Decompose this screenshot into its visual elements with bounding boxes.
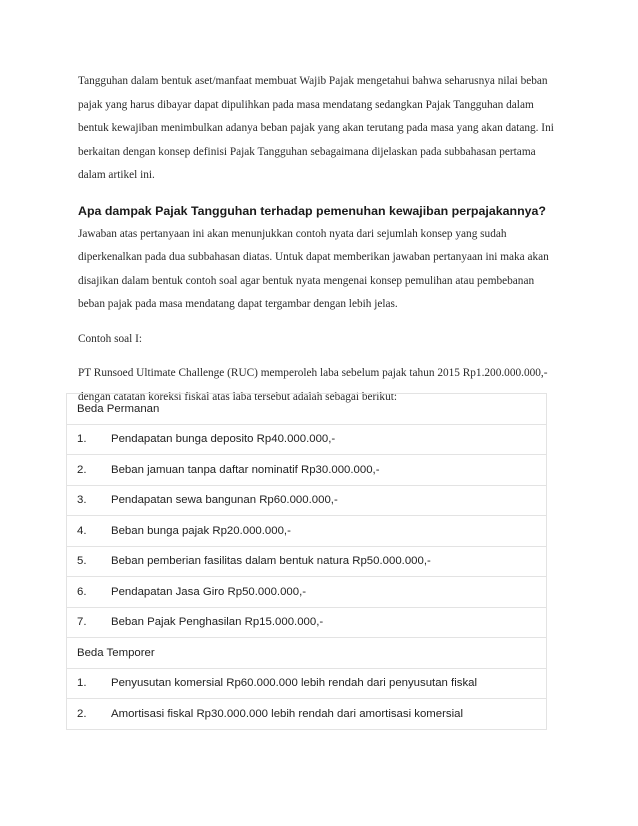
item-number: 1. — [77, 433, 87, 446]
example-paragraph: PT Runsoed Ultimate Challenge (RUC) memperoleh laba sebelum pajak tahun 2015 Rp1.200.000.000,- dengan catatan koreksi fiskal atas laba tersebut adalah sebagai berikut: — [78, 367, 548, 403]
table-row — [67, 455, 547, 486]
item-text: Beban jamuan tanpa daftar nominatif Rp30.000.000,- — [111, 463, 380, 476]
item-text: Beban pemberian fasilitas dalam bentuk natura Rp50.000.000,- — [111, 555, 431, 568]
item-number: 4. — [77, 524, 87, 537]
item-number: 6. — [77, 585, 87, 598]
fiscal-correction-table — [66, 393, 547, 730]
example-label: Contoh soal I: — [78, 332, 143, 345]
item-text: Pendapatan bunga deposito Rp40.000.000,- — [111, 433, 336, 446]
table-row — [67, 577, 547, 608]
section-heading: Apa dampak Pajak Tangguhan terhadap pemenuhan kewajiban perpajakannya? — [78, 203, 546, 218]
item-number: 1. — [77, 677, 87, 690]
item-text: Pendapatan Jasa Giro Rp50.000.000,- — [111, 585, 307, 598]
table-row — [67, 668, 547, 699]
article-body — [78, 70, 558, 409]
table-row — [67, 699, 547, 730]
table-row — [67, 516, 547, 547]
item-number: 7. — [77, 616, 87, 629]
item-number: 2. — [77, 707, 87, 720]
answer-paragraph: Jawaban atas pertanyaan ini akan menunjukkan contoh nyata dari sejumlah konsep yang sudah diperkenalkan pada dua subbahasan diatas. Untuk dapat memberikan jawaban pertanyaan ini maka akan disajikan dalam bentuk contoh soal agar bentuk nyata mengenai konsep pemulihan atau pembebanan beban pajak pada masa mendatang dapat tergambar dengan lebih jelas. — [78, 227, 549, 310]
table-row — [67, 546, 547, 577]
temporary-header: Beda Temporer — [67, 638, 547, 669]
table-row — [67, 638, 547, 669]
item-number: 5. — [77, 555, 87, 568]
item-number: 2. — [77, 463, 87, 476]
intro-paragraph: Tangguhan dalam bentuk aset/manfaat membuat Wajib Pajak mengetahui bahwa seharusnya nilai beban pajak yang harus dibayar dapat dipulihkan pada masa mendatang sedangkan Pajak Tangguhan dalam bentuk kewajiban menimbulkan adanya beban pajak yang akan terutang pada masa yang akan datang. Ini berkaitan dengan konsep definisi Pajak Tangguhan sebagaimana dijelaskan pada subbahasan pertama dalam artikel ini. — [78, 75, 554, 181]
permanent-header: Beda Permanan — [67, 394, 547, 425]
table-row — [67, 424, 547, 455]
item-text: Beban Pajak Penghasilan Rp15.000.000,- — [111, 616, 324, 629]
table-row — [67, 394, 547, 425]
item-text: Pendapatan sewa bangunan Rp60.000.000,- — [111, 494, 338, 507]
item-text: Beban bunga pajak Rp20.000.000,- — [111, 524, 291, 537]
item-text: Penyusutan komersial Rp60.000.000 lebih rendah dari penyusutan fiskal — [111, 677, 478, 690]
item-number: 3. — [77, 494, 87, 507]
item-text: Amortisasi fiskal Rp30.000.000 lebih rendah dari amortisasi komersial — [111, 707, 464, 720]
table-row — [67, 607, 547, 638]
table-row — [67, 485, 547, 516]
